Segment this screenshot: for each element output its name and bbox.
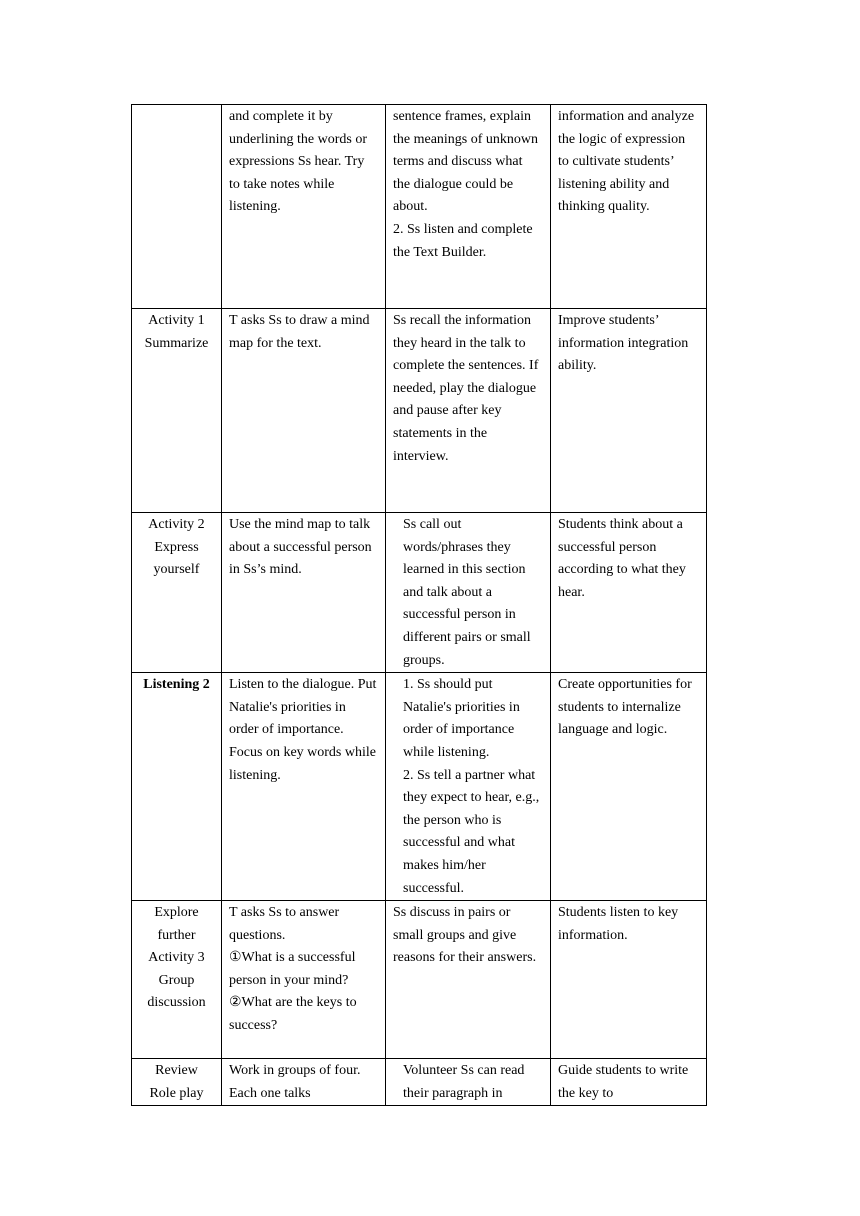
teacher-activity-cell: T asks Ss to answer questions. ①What is a successful person in your mind? ②What are the keys to success? [222, 901, 386, 1059]
purpose-cell: Students think about a successful person according to what they hear. [551, 513, 707, 673]
teacher-activity-cell: and complete it by underlining the words or expressions Ss hear. Try to take notes while listening. [222, 105, 386, 309]
stage-cell: Explore further Activity 3 Group discussion [132, 901, 222, 1059]
stage-cell [132, 105, 222, 309]
lesson-plan-table [131, 104, 707, 1106]
stage-cell: Listening 2 [132, 673, 222, 901]
purpose-cell: Improve students’ information integration ability. [551, 309, 707, 513]
table-row [132, 673, 707, 901]
table-row [132, 105, 707, 309]
purpose-cell: information and analyze the logic of expression to cultivate students’ listening ability and thinking quality. [551, 105, 707, 309]
student-activity-cell: Ss recall the information they heard in the talk to complete the sentences. If needed, play the dialogue and pause after key statements in the interview. [386, 309, 551, 513]
table-row [132, 513, 707, 673]
teacher-activity-cell: Work in groups of four. Each one talks [222, 1059, 386, 1106]
stage-cell: Activity 2 Express yourself [132, 513, 222, 673]
student-activity-cell: 1. Ss should put Natalie's priorities in order of importance while listening. 2. Ss tell a partner what they expect to hear, e.g., the person who is successful and what makes him/her successful. [386, 673, 551, 901]
student-activity-cell: sentence frames, explain the meanings of unknown terms and discuss what the dialogue could be about. 2. Ss listen and complete the Text Builder. [386, 105, 551, 309]
stage-cell: Activity 1 Summarize [132, 309, 222, 513]
student-activity-cell: Ss discuss in pairs or small groups and give reasons for their answers. [386, 901, 551, 1059]
teacher-activity-cell: Use the mind map to talk about a successful person in Ss’s mind. [222, 513, 386, 673]
student-activity-cell: Ss call out words/phrases they learned in this section and talk about a successful person in different pairs or small groups. [386, 513, 551, 673]
table-row [132, 309, 707, 513]
table-row [132, 901, 707, 1059]
purpose-cell: Guide students to write the key to [551, 1059, 707, 1106]
table-row [132, 1059, 707, 1106]
student-activity-cell: Volunteer Ss can read their paragraph in [386, 1059, 551, 1106]
teacher-activity-cell: T asks Ss to draw a mind map for the text. [222, 309, 386, 513]
stage-cell: Review Role play [132, 1059, 222, 1106]
purpose-cell: Create opportunities for students to internalize language and logic. [551, 673, 707, 901]
purpose-cell: Students listen to key information. [551, 901, 707, 1059]
teacher-activity-cell: Listen to the dialogue. Put Natalie's priorities in order of importance. Focus on key words while listening. [222, 673, 386, 901]
